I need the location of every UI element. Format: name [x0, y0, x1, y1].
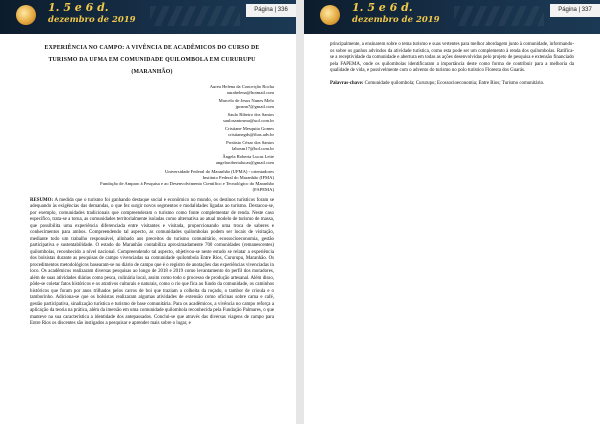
author-email: angelarobertalucas@gmail.com: [215, 160, 274, 166]
author-email: labosm17@bol.com.br: [232, 146, 274, 152]
author-name: Protásio Cézar dos Santos: [226, 140, 274, 146]
left-page: [0, 0, 296, 424]
keywords-text: Comunidade quilombola; Cururupu; Ecossocioeconomia; Entre Rios; Turismo comunitário.: [364, 80, 545, 86]
author-entry: [30, 140, 274, 152]
affiliation-line: (FAPEMA): [252, 186, 274, 192]
author-name: Cristiane Mesquita Gomes: [225, 126, 274, 132]
abstract-label: RESUMO:: [30, 197, 54, 203]
author-name: Saulo Ribeiro dos Santos: [227, 112, 274, 118]
event-title: 1. 5 e 6 d.: [48, 1, 109, 14]
author-name: Aurea Helena da Conceição Rocha: [209, 84, 274, 89]
event-subtitle: dezembro de 2019: [352, 15, 440, 25]
author-name: Marcelo de Jesus Nunes Melo: [218, 98, 274, 104]
author-email: saulosantosma@uol.com.br: [223, 117, 274, 123]
banner-decoration: [150, 6, 240, 26]
event-subtitle: dezembro de 2019: [48, 15, 136, 25]
affiliation-line: Fundação de Amparo à Pesquisa e ao Desenvolvimento Científico e Tecnológico do Maranhão: [100, 180, 274, 186]
right-page: [304, 0, 600, 424]
author-entry: [30, 84, 274, 96]
article-body: [30, 42, 274, 328]
page-number: Página | 337: [550, 4, 600, 17]
author-list: [30, 84, 274, 166]
title-line: EXPERIÊNCIA NO CAMPO: A VIVÊNCIA DE ACADÊMICOS DO CURSO DE: [44, 45, 260, 51]
event-logo-icon: [320, 5, 340, 25]
author-email: aurahelena@hotmail.com: [226, 89, 274, 95]
title-line: (MARANHÃO): [131, 69, 173, 75]
keywords: [330, 81, 574, 88]
author-email: jpcnnn7@gmail.com: [235, 103, 274, 109]
page-gutter: [296, 0, 304, 424]
affiliations: [30, 169, 274, 193]
event-logo-icon: [16, 5, 36, 25]
continuation-text: principalmente, a ensinarem sobre o tema turismo e suas vertentes para melhor abordagem junto à comunidade, informando-os sobre os ganhos advindos da atividade turística, como esta pode ser um complemento à renda dos quilombolas. Ratifica-se a receptividade da comunidade e abertura em todas as ações desenvolvidas pelo projeto de pesquisa e extensão financiado pela FAPEMA, onde os quilombolas identificaram a importância deste como forma de contribuir para a melhoria da qualidade de vida, e possivelmente com o advento do turismo no polo turístico Floresta dos Guarás.: [330, 42, 574, 73]
author-entry: [30, 98, 274, 110]
article-continuation: [330, 42, 574, 87]
abstract-text: A medida que o turismo foi ganhando destaque social e econômico no mundo, os destinos turísticos foram se adequando às exigências das demandas, o que fez surgir novos segmentos e modalidades ligadas ao turismo. Destacou-se, por exemplo, comunidades tradicionais que compreenderam o turismo como fonte complementar de renda. Neste caso específico, trata-se a torna, as comunidades territorialmente isoladas como alternativa ao atual modelo de turismo de massa, que possibilita uma experiência diferenciada entre visitantes e visitada, proporcionando uma troca de saberes e conhecimentos para ambos. Compreendendo tal aspecto, as comunidades quilombolas podem ser locais de visitação, mediante todo um trabalho responsável, alinhado aos preceitos do turismo comunitário, ecossocioeconomia, gestão participativa e sustentabilidade. O estado do Maranhão contabiliza aproximadamente 700 comunidades (remanescentes) quilombolas, reconhecido a nível nacional. Compreendendo tal aspecto, objetivou-se neste estudo se relatar a experiência dos bolsistas durante as pesquisas de campo vivenciadas na comunidade quilombola Entre Rios, Cururupu, Maranhão. Os procedimentos metodológicos basearam-se no diário de campo que é o registro de anotações das experiências vivenciadas in loco. Os acadêmicos realizaram diversas pesquisas ao longo de 2018 e 2019 como levantamento do perfil dos moradores, além de suas atividades diárias como pesca, culinária local, assim como todo o processo de produção artesanal. Além disso, pôde-se coletar fatos históricos e os atrativos culturais e naturais, como o rio que fica ao fundo da comunidade, os caminhos históricos que foram por anos trilhados pelos carros de boi que traziam a colheita da roçado, o tambor de crioula e o tamborinho. Adiciona-se que os bolsistas realizaram algumas atividades de extensão como oficinas sobre cama e café, gestão participativa, sinalização turística e turismo de base comunitária. Para os acadêmicos, a vivência no campo reforça a aplicação da teoria na prática, além da imersão em uma comunidade quilombola reconhecida pela Fundação Palmares, o que manteve na sua característica a identidade dos antepassados. Conclui-se que através das diversas viagens de campo para Entre Rios os discentes são instigados a pesquisar e aprender mais sobre o lugar, e: [30, 197, 274, 327]
banner-decoration: [454, 6, 544, 26]
affiliation-line: Universidade Federal do Maranhão (UFMA) - orientadores: [165, 168, 274, 174]
author-entry: [30, 154, 274, 166]
author-email: cristianegds@ibas.adv.br: [227, 132, 274, 138]
title-line: TURISMO DA UFMA EM COMUNIDADE QUILOMBOLA EM CURURUPU: [48, 57, 256, 63]
abstract: [30, 198, 274, 328]
article-title: [30, 42, 274, 78]
keywords-label: Palavras-chave:: [330, 80, 364, 86]
event-title: 1. 5 e 6 d.: [352, 1, 413, 14]
page-number: Página | 336: [246, 4, 296, 17]
author-entry: [30, 126, 274, 138]
affiliation-line: Instituto Federal do Maranhão (IFMA): [202, 174, 274, 180]
author-name: Ângela Roberta Lucas Leite: [222, 154, 274, 160]
author-entry: [30, 112, 274, 124]
